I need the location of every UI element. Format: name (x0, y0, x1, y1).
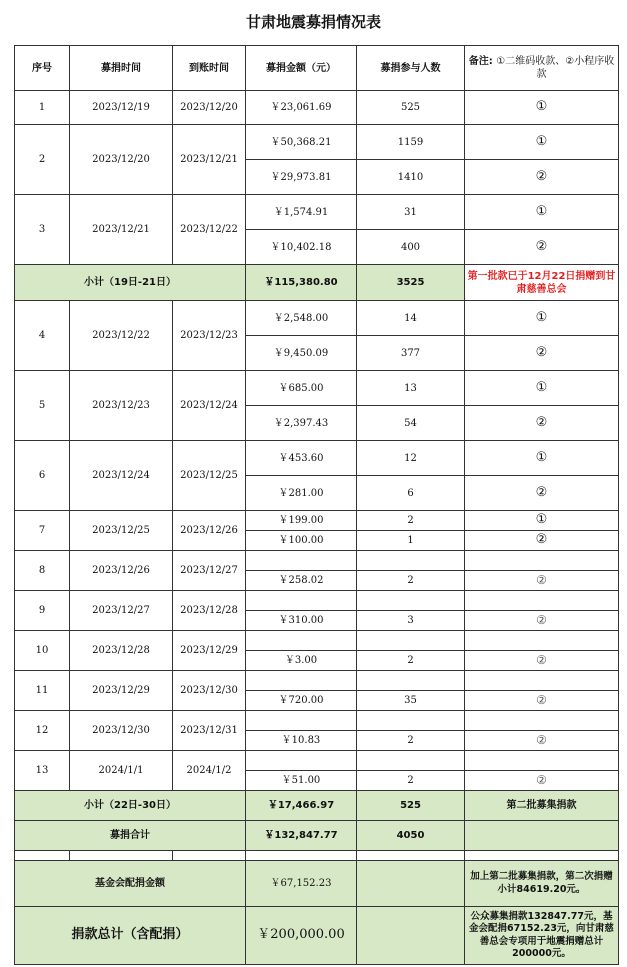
row-date: 2023/12/29 (70, 671, 173, 711)
match-amount: ￥67,152.23 (246, 861, 357, 907)
row-date: 2023/12/22 (70, 301, 173, 371)
row-people: 2 (357, 511, 465, 531)
table-row (15, 551, 619, 571)
row-no: 6 (15, 441, 70, 511)
grand-people (357, 907, 465, 965)
row-type: ② (465, 771, 619, 791)
row-amount: ￥2,548.00 (246, 301, 357, 336)
row-people: 377 (357, 336, 465, 371)
match-note: 加上第二批募集捐款，第二次捐赠小计84619.20元。 (465, 861, 619, 907)
row-amount: ￥258.02 (246, 571, 357, 591)
empty-cell (357, 591, 465, 611)
row-arrive: 2023/12/24 (173, 371, 246, 441)
row-people: 2 (357, 731, 465, 751)
subtotal-people: 525 (357, 791, 465, 821)
empty-cell (246, 631, 357, 651)
row-arrive: 2024/1/2 (173, 751, 246, 791)
row-no: 8 (15, 551, 70, 591)
subtotal-note: 第一批款已于12月22日捐赠到甘肃慈善总会 (465, 265, 619, 301)
total-row (15, 821, 619, 851)
empty-cell (246, 551, 357, 571)
page-title: 甘肃地震募捐情况表 (245, 13, 381, 31)
row-amount: ￥23,061.69 (246, 91, 357, 125)
row-date: 2024/1/1 (70, 751, 173, 791)
table-row (15, 751, 619, 771)
empty-cell (357, 711, 465, 731)
row-type: ① (465, 511, 619, 531)
empty-cell (357, 671, 465, 691)
row-amount: ￥199.00 (246, 511, 357, 531)
table-row (15, 511, 619, 531)
table-row (15, 671, 619, 691)
row-amount: ￥1,574.91 (246, 195, 357, 230)
subtotal-label: 小计（22日-30日） (15, 791, 246, 821)
row-date: 2023/12/20 (70, 125, 173, 195)
empty-cell (465, 851, 619, 861)
row-amount: ￥720.00 (246, 691, 357, 711)
empty-cell (357, 631, 465, 651)
row-no: 5 (15, 371, 70, 441)
row-arrive: 2023/12/26 (173, 511, 246, 551)
empty-cell (246, 591, 357, 611)
empty-cell (357, 751, 465, 771)
row-people: 2 (357, 571, 465, 591)
table-row (15, 441, 619, 476)
row-no: 10 (15, 631, 70, 671)
empty-cell (246, 711, 357, 731)
subtotal-people: 3525 (357, 265, 465, 301)
empty-cell (173, 851, 246, 861)
row-date: 2023/12/26 (70, 551, 173, 591)
row-amount: ￥281.00 (246, 476, 357, 511)
row-date: 2023/12/19 (70, 91, 173, 125)
row-date: 2023/12/24 (70, 441, 173, 511)
table-row (15, 195, 619, 230)
row-type: ① (465, 195, 619, 230)
match-row (15, 861, 619, 907)
row-type: ① (465, 125, 619, 160)
row-arrive: 2023/12/29 (173, 631, 246, 671)
empty-cell (465, 591, 619, 611)
row-arrive: 2023/12/20 (173, 91, 246, 125)
row-amount: ￥100.00 (246, 531, 357, 551)
header-people: 募捐参与人数 (357, 46, 465, 91)
row-date: 2023/12/23 (70, 371, 173, 441)
row-amount: ￥3.00 (246, 651, 357, 671)
row-arrive: 2023/12/21 (173, 125, 246, 195)
subtotal-note: 第二批募集捐款 (465, 791, 619, 821)
row-type: ② (465, 651, 619, 671)
empty-cell (246, 751, 357, 771)
row-amount: ￥310.00 (246, 611, 357, 631)
row-arrive: 2023/12/28 (173, 591, 246, 631)
row-type: ② (465, 571, 619, 591)
empty-cell (246, 671, 357, 691)
empty-cell (465, 631, 619, 651)
match-label: 基金会配捐金额 (15, 861, 246, 907)
header-note (465, 46, 619, 91)
total-note (465, 821, 619, 851)
row-no: 4 (15, 301, 70, 371)
row-arrive: 2023/12/25 (173, 441, 246, 511)
row-date: 2023/12/25 (70, 511, 173, 551)
empty-cell (465, 551, 619, 571)
row-people: 2 (357, 651, 465, 671)
row-amount: ￥685.00 (246, 371, 357, 406)
row-no: 9 (15, 591, 70, 631)
table-row (15, 371, 619, 406)
row-people: 54 (357, 406, 465, 441)
row-amount: ￥10,402.18 (246, 230, 357, 265)
row-amount: ￥50,368.21 (246, 125, 357, 160)
empty-cell (246, 851, 357, 861)
empty-cell (465, 711, 619, 731)
subtotal-label: 小计（19日-21日） (15, 265, 246, 301)
row-no: 13 (15, 751, 70, 791)
header-arrive-time: 到账时间 (173, 46, 246, 91)
row-people: 14 (357, 301, 465, 336)
row-amount: ￥2,397.43 (246, 406, 357, 441)
row-amount: ￥10.83 (246, 731, 357, 751)
row-people: 525 (357, 91, 465, 125)
subtotal-amount: ￥115,380.80 (246, 265, 357, 301)
row-type: ① (465, 371, 619, 406)
grand-label: 捐款总计（含配捐） (15, 907, 246, 965)
row-people: 12 (357, 441, 465, 476)
row-amount: ￥9,450.09 (246, 336, 357, 371)
row-arrive: 2023/12/23 (173, 301, 246, 371)
table-row (15, 125, 619, 160)
row-people: 6 (357, 476, 465, 511)
table-row (15, 591, 619, 611)
empty-cell (15, 851, 70, 861)
total-amount: ￥132,847.77 (246, 821, 357, 851)
row-no: 3 (15, 195, 70, 265)
row-type: ② (465, 691, 619, 711)
row-type: ② (465, 230, 619, 265)
grand-total-row (15, 907, 619, 965)
row-type: ② (465, 336, 619, 371)
row-type: ② (465, 731, 619, 751)
row-arrive: 2023/12/31 (173, 711, 246, 751)
subtotal-row-2 (15, 791, 619, 821)
row-date: 2023/12/21 (70, 195, 173, 265)
header-row (15, 46, 619, 91)
row-type: ② (465, 531, 619, 551)
total-people: 4050 (357, 821, 465, 851)
row-people: 35 (357, 691, 465, 711)
empty-cell (357, 851, 465, 861)
header-amount: 募捐金额（元） (246, 46, 357, 91)
row-amount: ￥51.00 (246, 771, 357, 791)
row-date: 2023/12/28 (70, 631, 173, 671)
row-amount: ￥29,973.81 (246, 160, 357, 195)
row-people: 2 (357, 771, 465, 791)
row-no: 11 (15, 671, 70, 711)
row-people: 400 (357, 230, 465, 265)
note-prefix: 备注: (468, 56, 493, 67)
empty-cell (357, 551, 465, 571)
table-row (15, 631, 619, 651)
row-people: 13 (357, 371, 465, 406)
row-arrive: 2023/12/27 (173, 551, 246, 591)
table-row (15, 301, 619, 336)
empty-cell (70, 851, 173, 861)
table-row (15, 711, 619, 731)
header-donate-time: 募捐时间 (70, 46, 173, 91)
empty-cell (465, 671, 619, 691)
row-people: 1159 (357, 125, 465, 160)
row-type: ② (465, 611, 619, 631)
row-type: ① (465, 301, 619, 336)
donation-table (14, 45, 619, 965)
row-type: ① (465, 441, 619, 476)
subtotal-amount: ￥17,466.97 (246, 791, 357, 821)
row-type: ① (465, 91, 619, 125)
row-date: 2023/12/27 (70, 591, 173, 631)
row-arrive: 2023/12/30 (173, 671, 246, 711)
spacer-row (15, 851, 619, 861)
total-label: 募捐合计 (15, 821, 246, 851)
row-amount: ￥453.60 (246, 441, 357, 476)
row-people: 31 (357, 195, 465, 230)
row-no: 12 (15, 711, 70, 751)
grand-note: 公众募集捐款132847.77元，基金会配捐67152.23元，向甘肃慈善总会专项用于地震捐赠总计200000元。 (465, 907, 619, 965)
row-date: 2023/12/30 (70, 711, 173, 751)
grand-amount: ￥200,000.00 (246, 907, 357, 965)
row-people: 3 (357, 611, 465, 631)
row-no: 2 (15, 125, 70, 195)
table-row (15, 91, 619, 125)
row-type: ② (465, 406, 619, 441)
row-type: ② (465, 160, 619, 195)
note-text: ①二维码收款、②小程序收款 (496, 56, 615, 80)
header-no: 序号 (15, 46, 70, 91)
row-type: ② (465, 476, 619, 511)
row-no: 7 (15, 511, 70, 551)
row-people: 1410 (357, 160, 465, 195)
row-no: 1 (15, 91, 70, 125)
match-people (357, 861, 465, 907)
subtotal-row-1 (15, 265, 619, 301)
row-arrive: 2023/12/22 (173, 195, 246, 265)
empty-cell (465, 751, 619, 771)
row-people: 1 (357, 531, 465, 551)
